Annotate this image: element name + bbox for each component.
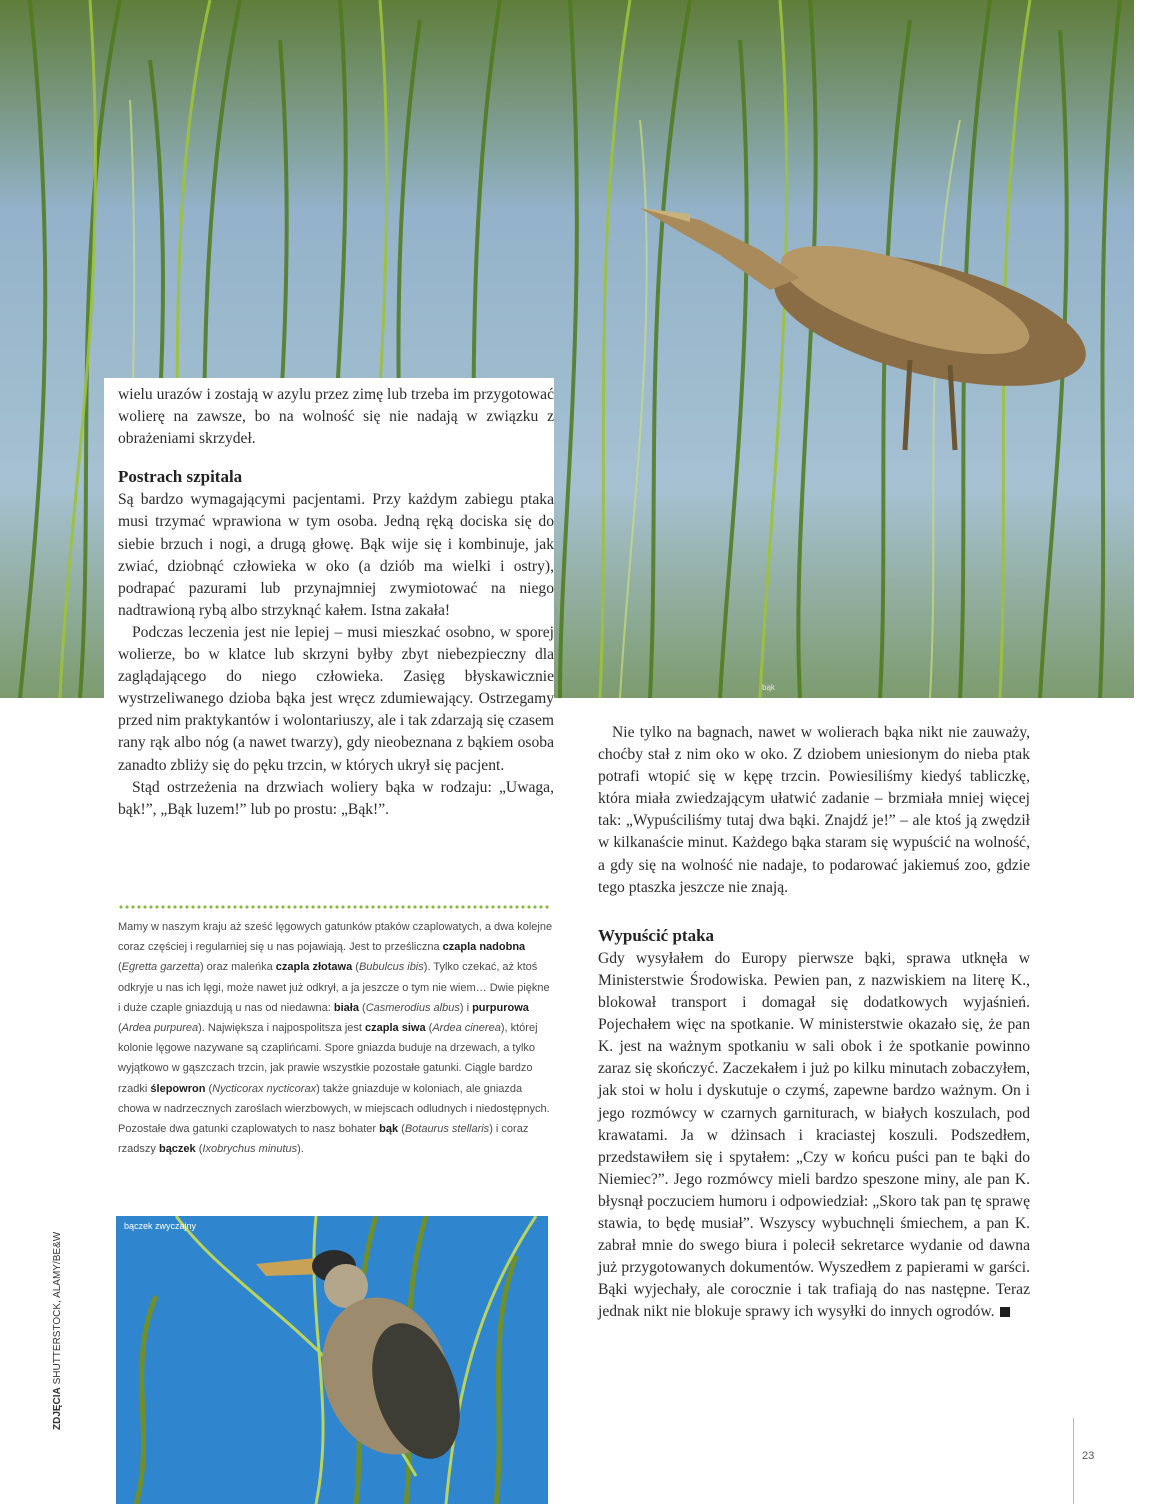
left-article-column [104, 378, 554, 821]
sidebar-text: oraz maleńka [203, 961, 276, 974]
section2-text: Gdy wysyłałem do Europy pierwsze bąki, sprawa utknęła w Ministerstwie Środowiska. Pewien pan, z nazwiskiem na literę K., blokował transport i domagał się dodatkowych wyjaśnień. Pojechałem więc na spotkanie. W ministerstwie okazało się, że pan K. jest na ważnym spotkaniu w sali obok i że spotkanie powinno zaraz się skończyć. Zaczekałem i już po kilku minutach zobaczyłem, jak stoi w holu i dyskutuje o czymś, zapewne bardzo ważnym. On i jego rozmówcy w czarnych garniturach, w białych koszulach, pod krawatami. Ja w dżinsach i kraciastej koszuli. Podszedłem, przedstawiłem się i spytałem: „Czy w końcu puści pan te bąki do Niemiec?”. Jego rozmówcy mieli bardzo speszone miny, ale pan K. błysnął poczuciem humoru i odpowiedział: „Skoro tak pan tę sprawę stawia, to będę musiał”. Wszyscy wybuchnęli śmiechem, a pan K. zabrał mnie do swego biura i polecił sekretarce wydanie od dawna już przygotowanych dokumentów. Wyszedłem z papierami w garści. Bąki wyjechały, ale corocznie i tak trafiają do nas następne. Teraz jednak nikt nie blokuje sprawy ich wysyłki do innych ogrodów. [598, 949, 1030, 1321]
species-name: biała [333, 1001, 359, 1014]
section-heading-postrach-szpitala: Postrach szpitala [118, 467, 243, 487]
species-name: bączek [158, 1143, 196, 1156]
left-intro-paragraph: wielu urazów i zostają w azylu przez zimę lub trzeba im przygotować wolierę na zawsze, bo na wolność się nie nadają w związku z obrażeniami skrzydeł. [118, 386, 554, 448]
species-name: czapla nadobna [442, 941, 526, 954]
page-number: 23 [1082, 1450, 1095, 1462]
species-latin: Nycticorax nycticorax [212, 1082, 317, 1095]
hero-photo-credit: bąk [762, 683, 775, 692]
section1-paragraph-3: Stąd ostrzeżenia na drzwiach woliery bąka w rodzaju: „Uwaga, bąk!”, „Bąk luzem!” lub po prostu: „Bąk!”. [118, 778, 554, 818]
section1-paragraph-2: Podczas leczenia jest nie lepiej – musi mieszkać osobno, w sporej wolierze, bo w klatce lub skrzyni byłby zbyt niebezpieczny dla zaglądającego do niego człowieka. Zasięg błyskawicznie wystrzeliwanego dzioba bąka jest wręcz zdumiewający. Ostrzegamy przed nim praktykantów i wolontariuszy, ale i tak zdarzają się czasem rany rąk albo nóg (a nawet twarzy), gdy nieobeznana z bąkiem osoba zanadto zbliży się do pęku trzcin, w których ukrył się pacjent. [118, 623, 554, 774]
sidebar-text: ). [297, 1143, 304, 1156]
credits-label: ZDJĘCIA [52, 1387, 63, 1430]
photo2-caption: bączek zwyczajny [124, 1221, 197, 1231]
right-paragraph-1: Nie tylko na bagnach, nawet w wolierach bąka nikt nie zauważy, choćby stał z nim oko w oko. Z dziobem uniesionym do nieba ptak potrafi wtopić się w kępę trzcin. Powiesiliśmy kiedyś tabliczkę, która miała zwiedzającym ułatwić zadanie – brzmiała mniej więcej tak: „Wypuściliśmy tutaj dwa bąki. Znajdź je!” – ale ktoś ją zwędził w kilkanaście minut. Każdego bąka staram się wypuścić na wolność, a gdy się na wolność nie nadaje, to podarować jakiemuś zoo, gdzie tego ptaszka jeszcze nie znają. [598, 724, 1030, 896]
credits-text: SHUTTERSTOCK, ALAMY/BE&W [52, 1231, 63, 1388]
sidebar-text: . Tylko czekać, aż ktoś odkryje u nas ich lęgi, może nawet już odkrył, a ja jeszcze o tym nie wiem… Dwie piękne i duże czaple gniazdują u nas od niedawna: [118, 961, 550, 1014]
right-article-column [598, 722, 1030, 1323]
end-of-article-mark [1000, 1307, 1010, 1317]
species-name: czapla siwa [365, 1022, 426, 1035]
species-name: bąk [379, 1123, 399, 1136]
species-latin: Ardea purpurea [121, 1022, 199, 1035]
sidebar-text: i coraz rzadszy [118, 1123, 529, 1156]
section2-paragraph-1 [598, 948, 1030, 1324]
sidebar-herons-box: Mamy w naszym kraju aż sześć lęgowych gatunków ptaków czaplowatych, a dwa kolejne coraz częściej i regularniej się u nas pojawiają. Jest to prześliczna czapla nadobna (Egretta garzetta) oraz maleńka czapla złotawa (Bubulcus ibis). Tylko czekać, aż ktoś odkryje u nas ich lęgi, może nawet już odkrył, a ja jeszcze o tym nie wiem… Dwie piękne i duże czaple gniazdują u nas od niedawna: biała (Casmerodius albus) i purpurowa (Ardea purpurea). Największa i najpospolitsza jest czapla siwa (Ardea cinerea), której kolonie lęgowe nazywane są czaplińcami. Spore gniazda buduje na drzewach, a tylko wyjątkowo w gąszczach trzcin, jak prawie wszystkie pozostałe gatunki. Ciągle bardzo rzadki ślepowron (Nycticorax nycticorax) także gniazduje w koloniach, ale gniazda chowa w nadrzecznych zaroślach wierzbowych, w miejscach odludnych i niedostępnych. Pozostałe dwa gatunki czaplowatych to nasz bohater bąk (Botaurus stellaris) i coraz rzadszy bączek (Ixobrychus minutus). [118, 921, 553, 1156]
sidebar-text: Mamy w naszym kraju aż sześć lęgowych gatunków ptaków czaplowatych, a dwa kolejne coraz częściej i regularniej się u nas pojawiają. Jest to prześliczna [118, 921, 553, 954]
section-heading-wypuscic-ptaka: Wypuścić ptaka [598, 925, 715, 945]
sidebar-text: . Największa i najpospolitsza jest [201, 1022, 366, 1035]
photo-little-bittern [116, 1216, 548, 1504]
species-latin: Ardea cinerea [432, 1022, 501, 1035]
sidebar-dotted-divider [118, 905, 550, 909]
species-latin: Botaurus stellaris [404, 1123, 490, 1136]
species-latin: Ixobrychus minutus [202, 1143, 298, 1156]
species-latin: Casmerodius albus [365, 1001, 460, 1014]
section1-paragraph-1: Są bardzo wymagającymi pacjentami. Przy każdym zabiegu ptaka musi trzymać wprawiona w tym osoba. Jedną ręką dociska się do siebie brzuch i nogi, a drugą głowę. Bąk wije się i kombinuje, jak zwiać, dziobnąć człowieka w oko (a dziób ma wielki i ostry), podrapać pazurami lub przynajmniej zwymiotować na niego nadtrawioną rybą albo strzyknąć kałem. Istna zakała! [118, 491, 554, 619]
species-name: purpurowa [472, 1001, 529, 1014]
page-number-rule [1073, 1418, 1074, 1504]
species-name: czapla złotawa [275, 961, 353, 974]
species-name: ślepowron [150, 1082, 206, 1095]
sidebar-text: , której kolonie lęgowe nazywane są czaplińcami. Spore gniazda buduje na drzewach, a tylko wyjątkowo w gąszczach trzcin, jak prawie wszystkie pozostałe gatunki. Ciągle bardzo rzadki [118, 1022, 538, 1095]
photo-credits [52, 1232, 63, 1430]
little-bittern-illustration [116, 1216, 548, 1504]
species-latin: Egretta garzetta [121, 961, 200, 974]
sidebar-text: i [463, 1001, 473, 1014]
species-latin: Bubulcus ibis [358, 961, 424, 974]
sidebar-text: także gniazduje w koloniach, ale gniazda chowa w nadrzecznych zaroślach wierzbowych, w miejscach odludnych i niedostępnych. Pozostałe dwa gatunki czaplowatych to nasz bohater [118, 1082, 550, 1136]
